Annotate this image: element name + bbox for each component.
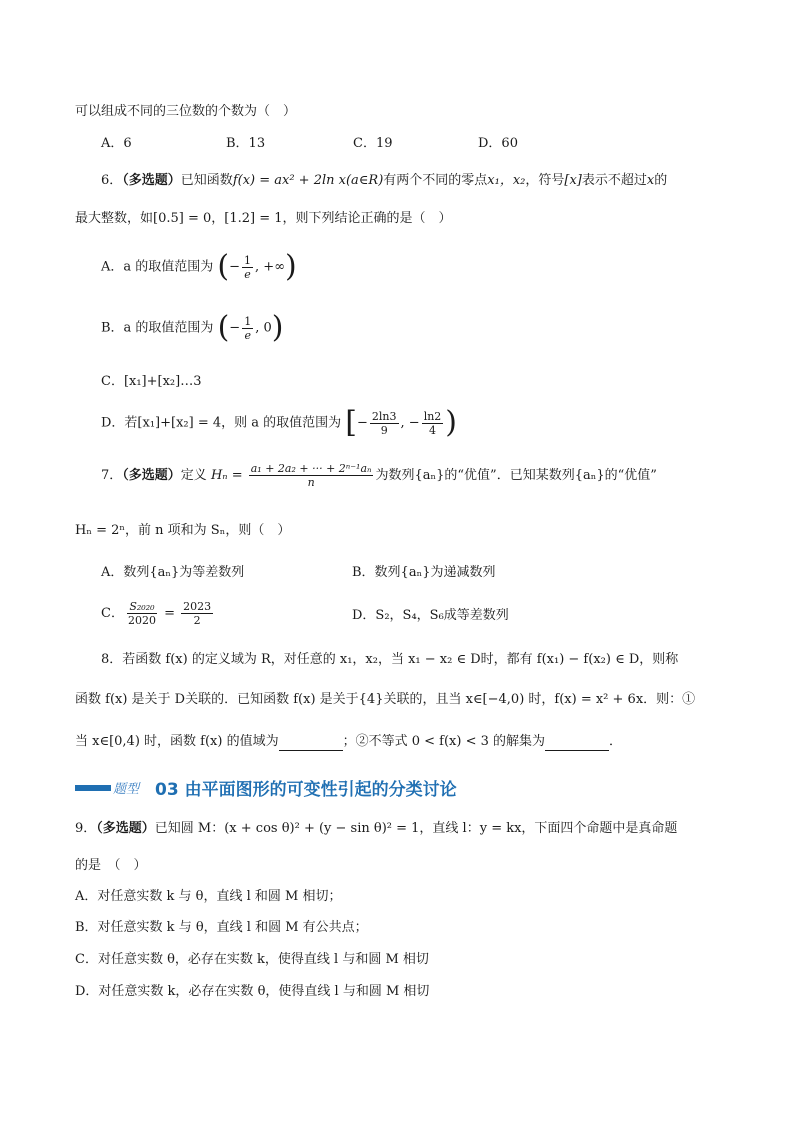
q6-option-b-tail: , 0 [255, 320, 272, 336]
q6-option-a-tail: , +∞ [255, 259, 286, 275]
q6-option-c: C．[x₁]+[x₂]…3 [101, 374, 202, 389]
q9-line2: 的是 （ ） [75, 858, 147, 873]
q6-option-a: A．a 的取值范围为 (− $\frac{1}{e}$ , +∞) [101, 249, 297, 284]
denominator: n [307, 476, 315, 489]
fraction [249, 462, 374, 489]
denominator: 9 [380, 423, 388, 437]
q8-line3 [75, 733, 622, 751]
section-title: 03 由平面图形的可变性引起的分类讨论 [155, 779, 457, 800]
section-tag-bar [75, 785, 111, 791]
denominator: 2020 [127, 614, 156, 627]
numerator: 2023 [183, 600, 212, 613]
numerator: 1 [244, 253, 252, 267]
q6-vars: x₁，x₂ [487, 173, 526, 188]
q5-option-c: C．19 [353, 136, 393, 151]
q6-option-b-text: B．a 的取值范围为 [101, 320, 214, 336]
numerator: S₂₀₂₀ [129, 600, 155, 613]
fraction [242, 315, 253, 342]
q6-tag: （多选题） [122, 173, 181, 188]
q6-text: ，符号 [525, 173, 565, 188]
q6-option-b: B．a 的取值范围为 (− $\frac{1}{e}$ , 0) [101, 310, 284, 345]
section-header [75, 774, 457, 800]
q6-bracket: [x] [564, 173, 582, 188]
q6-line1 [101, 172, 667, 190]
q9-number: 9． [75, 821, 97, 836]
q7-option-a: A．数列{aₙ}为等差数列 [101, 565, 245, 580]
numerator: a₁ + 2a₂ + ··· + 2ⁿ⁻¹aₙ [250, 462, 372, 475]
q9-text: 已知圆 M：(x + cos θ)² + (y − sin θ)² = 1，直线 l：y = kx，下面四个命题中是真命题 [154, 821, 678, 836]
q7-h: Hₙ = [210, 468, 243, 483]
q5-option-a: A．6 [101, 136, 132, 151]
q6-text: 有两个不同的零点 [383, 173, 488, 188]
q9-line1 [75, 820, 677, 838]
q9-option-c: C．对任意实数 θ，必存在实数 k，使得直线 l 与和圆 M 相切 [75, 952, 429, 967]
fraction [370, 410, 399, 437]
q6-function: f(x) = ax² + 2ln x(a∈R) [232, 173, 384, 188]
q7-option-c: C． $\frac{\text{S₂₀₂₀}}{2020}$ = $\frac{2023}{2}$ [101, 600, 212, 627]
fraction [422, 410, 444, 437]
fraction [126, 600, 158, 627]
answer-blank-1[interactable] [279, 736, 343, 751]
q5-option-b: B．13 [226, 136, 266, 151]
answer-blank-2[interactable] [545, 736, 609, 751]
q6-text: 的 [654, 173, 668, 188]
q7-option-d: D．S₂，S₄，S₆成等差数列 [352, 608, 509, 623]
q9-option-d: D．对任意实数 k，必存在实数 θ，使得直线 l 与和圆 M 相切 [75, 984, 430, 999]
section-tag-label: 题型 [113, 782, 140, 797]
numerator: 2ln3 [371, 409, 397, 423]
q6-text: 表示不超过 [581, 173, 647, 188]
q9-option-b: B．对任意实数 k 与 θ，直线 l 和圆 M 有公共点； [75, 920, 368, 935]
numerator: ln2 [423, 409, 442, 423]
fraction [242, 254, 253, 281]
denominator: 2 [193, 614, 201, 627]
q7-line1 [101, 462, 657, 489]
fraction [181, 600, 213, 627]
q6-option-d-text: D．若[x₁]+[x₂] = 4，则 a 的取值范围为 [101, 415, 342, 431]
q8-text: ；②不等式 0 < f(x) < 3 的解集为 [342, 734, 546, 749]
q5-stem-tail: 可以组成不同的三位数的个数为（ ） [75, 104, 297, 119]
numerator: 1 [244, 314, 252, 328]
q5-option-d: D．60 [478, 136, 518, 151]
q6-line2: 最大整数，如[0.5] = 0，[1.2] = 1，则下列结论正确的是（ ） [75, 211, 452, 226]
denominator: e [244, 267, 251, 281]
q6-x: x [646, 173, 655, 188]
q6-text: 已知函数 [180, 173, 233, 188]
q7-option-b: B．数列{aₙ}为递减数列 [352, 565, 496, 580]
q8-line2: 函数 f(x) 是关于 D关联的．已知函数 f(x) 是关于{4}关联的，且当 x∈[−4,0) 时，f(x) = x² + 6x．则：① [75, 692, 696, 707]
q6-number: 6． [101, 173, 123, 188]
q9-tag: （多选题） [96, 821, 155, 836]
section-tag [75, 778, 147, 796]
q7-option-c-label: C． [101, 606, 124, 621]
denominator: 4 [428, 423, 436, 437]
q8-line1: 8．若函数 f(x) 的定义域为 R，对任意的 x₁，x₂，当 x₁ − x₂ ∈ D时，都有 f(x₁) − f(x₂) ∈ D，则称 [101, 652, 679, 667]
q6-option-d: D．若[x₁]+[x₂] = 4，则 a 的取值范围为 [− $\frac{2\ln 3}{9}$ , − $\frac{\ln 2}{4}$ ) [101, 405, 458, 440]
q7-tag: （多选题） [122, 468, 181, 483]
q8-text: ． [609, 734, 623, 749]
q8-text: 当 x∈[0,4) 时，函数 f(x) 的值域为 [75, 734, 279, 749]
q7-text: 定义 [180, 468, 207, 483]
q7-number: 7． [101, 468, 123, 483]
q6-option-a-text: A．a 的取值范围为 [101, 259, 214, 275]
q9-option-a: A．对任意实数 k 与 θ，直线 l 和圆 M 相切； [75, 889, 342, 904]
denominator: e [244, 328, 251, 342]
q7-text: 为数列{aₙ}的“优值”．已知某数列{aₙ}的“优值” [375, 468, 657, 483]
q7-line2: Hₙ = 2ⁿ，前 n 项和为 Sₙ，则（ ） [75, 523, 291, 538]
